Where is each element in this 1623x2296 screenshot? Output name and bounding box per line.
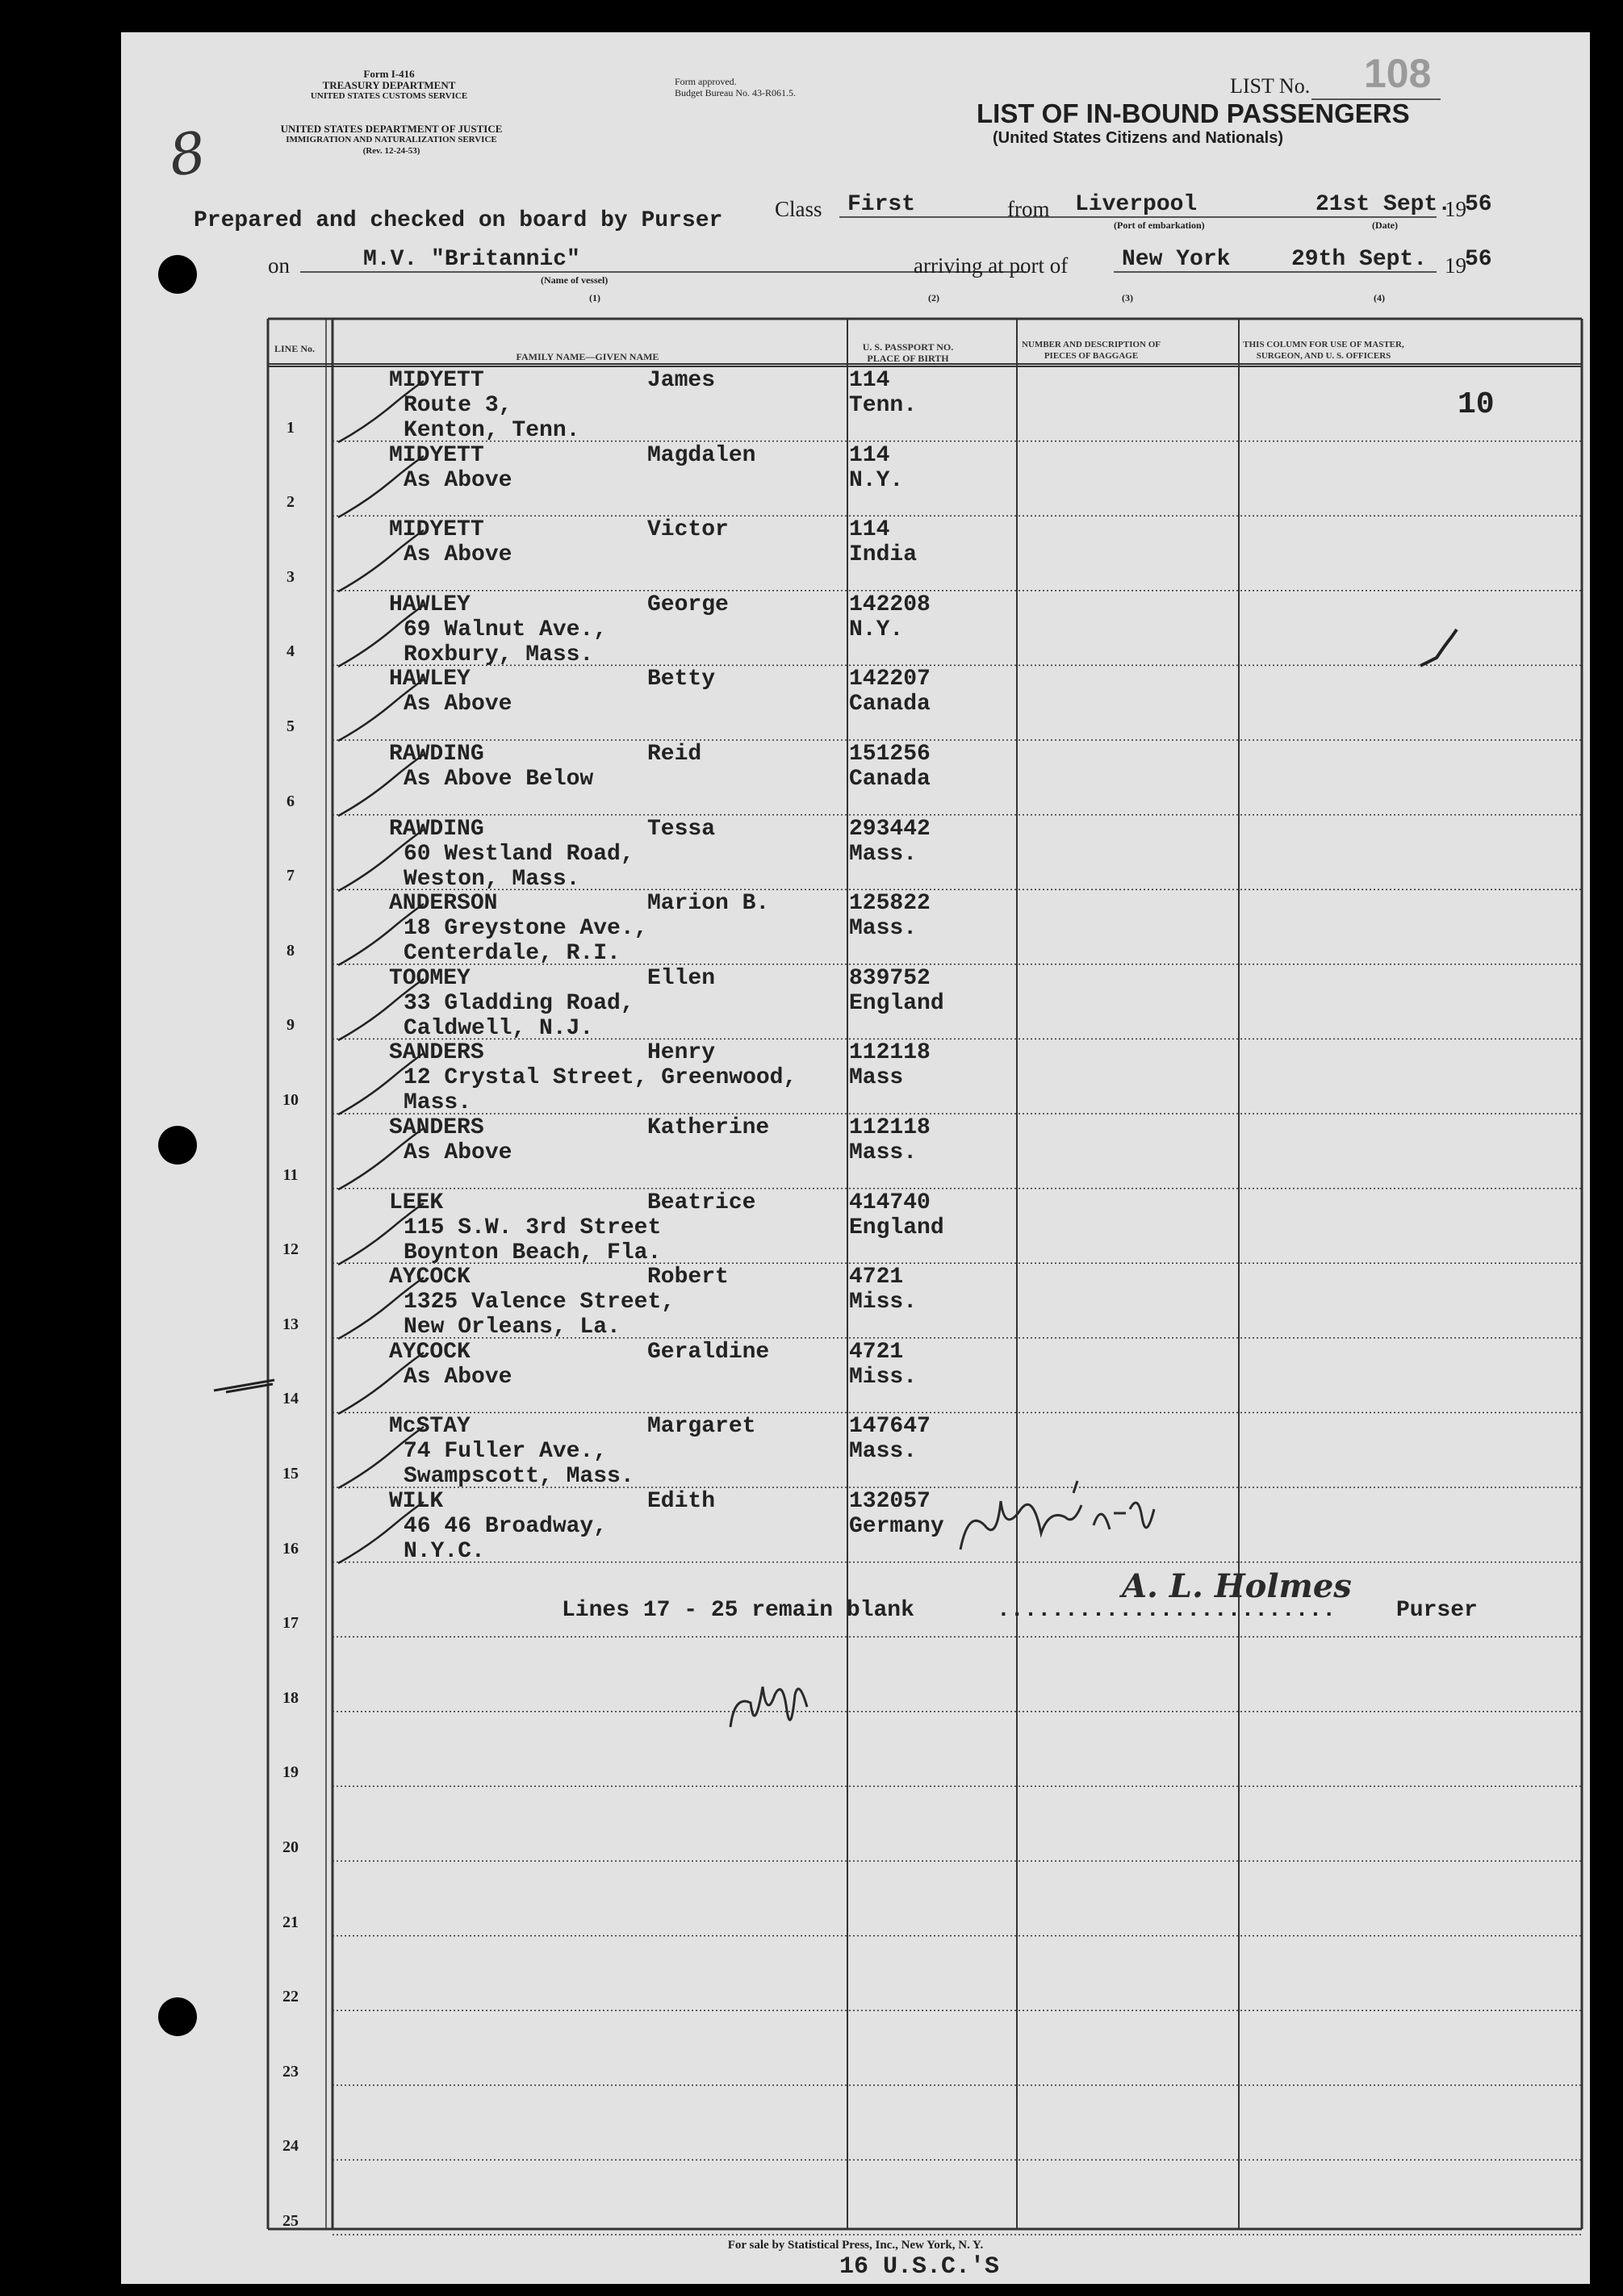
passport-number: 4721 [849,1339,904,1365]
address-line-1: As Above [404,542,512,568]
col-header-officers: THIS COLUMN FOR USE OF MASTER, SURGEON, AND U. S. OFFICERS [1243,340,1404,361]
address-line-1: As Above Below [404,767,594,792]
year-prefix-arrival: 19 [1445,253,1466,278]
place-of-birth: Mass. [849,916,918,942]
year-arrival: 56 [1465,247,1492,272]
passport-number: 112118 [849,1115,931,1140]
address-line-1: 46 46 Broadway, [404,1514,608,1539]
handwritten-initials [718,1662,815,1751]
place-of-birth: N.Y. [849,617,904,642]
place-of-birth: India [849,542,918,568]
address-line-2: N.Y.C. [404,1539,485,1564]
given-name: Reid [647,742,702,767]
place-of-birth: N.Y. [849,467,904,493]
from-label: from [1007,197,1050,221]
line-number: 8 [287,941,295,960]
address-line-2: New Orleans, La. [404,1315,621,1340]
address-line-1: 69 Walnut Ave., [404,617,608,642]
col-ref-2: (2) [928,292,939,303]
col-ref-3: (3) [1122,292,1133,303]
punch-hole-top [158,255,197,294]
list-number-label: LIST No. [1230,74,1311,98]
given-name: Ellen [647,965,716,991]
given-name: Victor [647,517,729,543]
vessel-name: M.V. "Britannic" [363,247,580,272]
line-number: 17 [282,1614,299,1633]
publisher-footer: For sale by Statistical Press, Inc., New York, N. Y. [727,2239,984,2252]
passenger-list-sheet [121,32,1590,2284]
line-number: 22 [282,1988,299,2006]
line-number: 18 [282,1688,299,1707]
line-number: 3 [287,567,295,586]
col-header-baggage: NUMBER AND DESCRIPTION OF PIECES OF BAGGAGE [1021,340,1161,361]
family-name: SANDERS [389,1040,484,1066]
passport-number: 414740 [849,1190,931,1215]
address-line-1: As Above [404,1364,512,1390]
passport-number: 112118 [849,1040,931,1066]
class-value: First [847,192,916,217]
address-line-2: Kenton, Tenn. [404,418,580,443]
family-name: McSTAY [389,1414,471,1440]
passport-number: 114 [849,517,890,543]
family-name: RAWDING [389,742,484,767]
line-number: 9 [287,1016,295,1035]
line-number: 11 [282,1165,299,1184]
handwritten-initials-stamp [952,1477,1219,1574]
col-header-line-no: LINE No. [274,343,316,354]
line-number: 2 [287,493,295,512]
line-number: 13 [282,1315,299,1333]
col-header-passport: U. S. PASSPORT NO. PLACE OF BIRTH [862,341,954,364]
address-line-1: 33 Gladding Road, [404,990,634,1016]
family-name: LEEK [389,1190,444,1215]
line-number: 4 [287,642,295,661]
address-line-2: Centerdale, R.I. [404,941,621,967]
line-number: 1 [287,418,295,437]
line-number: 25 [282,2212,299,2230]
arrival-date: 29th Sept. [1291,247,1428,272]
handwritten-margin-mark: 8 [165,119,211,190]
line-number: 15 [282,1465,299,1483]
address-line-1: Route 3, [404,393,512,418]
list-number-value: 108 [1364,51,1432,96]
passport-number: 125822 [849,891,931,917]
treasury-department: TREASURY DEPARTMENT [322,79,456,91]
given-name: Magdalen [647,442,756,468]
given-name: James [647,368,716,393]
year-departure: 56 [1465,192,1492,217]
family-name: RAWDING [389,816,484,842]
family-name: AYCOCK [389,1265,471,1290]
family-name: ANDERSON [389,891,498,917]
col-header-name: FAMILY NAME—GIVEN NAME [516,351,659,362]
punch-hole-middle [158,1126,197,1165]
family-name: MIDYETT [389,442,484,468]
address-line-2: Weston, Mass. [404,866,580,892]
address-line-1: As Above [404,467,512,493]
passport-number: 142208 [849,592,931,617]
address-line-1: 60 Westland Road, [404,841,634,867]
line-number: 23 [282,2062,299,2081]
purser-signature: A. L. Holmes [1122,1567,1352,1605]
port-caption: (Port of embarkation) [1114,220,1205,231]
year-prefix-departure: 19 [1445,197,1466,221]
line-number: 21 [282,1913,299,1931]
given-name: Marion B. [647,891,770,917]
place-of-birth: England [849,1215,944,1240]
address-line-2: Swampscott, Mass. [404,1464,634,1490]
margin-arrow-mark [210,1368,282,1400]
line-number: 7 [287,867,295,885]
arrival-port: New York [1122,247,1231,272]
address-line-1: 115 S.W. 3rd Street [404,1215,662,1240]
passport-number: 147647 [849,1414,931,1440]
passport-number: 114 [849,442,890,468]
given-name: Edith [647,1489,716,1514]
address-line-2: Caldwell, N.J. [404,1015,594,1041]
line-number: 20 [282,1838,299,1856]
vessel-caption: (Name of vessel) [541,274,609,286]
line-number: 6 [287,792,295,810]
passport-number: 132057 [849,1489,931,1514]
given-name: Tessa [647,816,716,842]
arriving-label: arriving at port of [914,253,1069,278]
address-line-2: Roxbury, Mass. [404,642,594,667]
blank-lines-note: Lines 17 - 25 remain blank [562,1598,914,1623]
date-caption: (Date) [1372,220,1398,231]
family-name: WILK [389,1489,444,1514]
customs-service: UNITED STATES CUSTOMS SERVICE [310,91,468,101]
line-number: 16 [282,1539,299,1558]
col-ref-4: (4) [1374,292,1385,303]
revision-date: (Rev. 12-24-53) [362,146,420,156]
place-of-birth: Miss. [849,1364,918,1390]
given-name: Robert [647,1265,729,1290]
place-of-birth: England [849,990,944,1016]
family-name: TOOMEY [389,965,471,991]
family-name: MIDYETT [389,368,484,393]
prepared-by-purser: Prepared and checked on board by Purser [194,208,723,233]
line-number: 10 [282,1091,299,1109]
passport-number: 839752 [849,965,931,991]
address-line-1: As Above [404,692,512,717]
check-mark [335,1499,432,1579]
given-name: Beatrice [647,1190,756,1215]
given-name: Geraldine [647,1339,770,1365]
immigration-service: IMMIGRATION AND NATURALIZATION SERVICE [286,135,497,144]
given-name: Margaret [647,1414,756,1440]
address-line-1: 18 Greystone Ave., [404,916,648,942]
officer-count: 10 [1458,387,1495,422]
given-name: Henry [647,1040,716,1066]
passport-number: 114 [849,368,890,393]
line-number: 14 [282,1390,299,1408]
departure-date: 21st Sept. [1316,192,1452,217]
given-name: George [647,592,729,617]
col-ref-1: (1) [589,292,600,303]
budget-bureau-number: Budget Bureau No. 43-R061.5. [675,87,796,98]
passport-number: 293442 [849,816,931,842]
given-name: Katherine [647,1115,770,1140]
line-number: 19 [282,1763,299,1782]
list-subtitle: (United States Citizens and Nationals) [992,129,1284,147]
purser-label: Purser [1396,1598,1478,1623]
family-name: SANDERS [389,1115,484,1140]
port-of-embarkation: Liverpool [1075,192,1198,217]
line-number: 5 [287,717,295,735]
passport-number: 151256 [849,742,931,767]
place-of-birth: Germany [849,1514,944,1539]
family-name: AYCOCK [389,1339,471,1365]
list-title: LIST OF IN-BOUND PASSENGERS [977,98,1410,128]
family-name: HAWLEY [389,667,471,692]
family-name: HAWLEY [389,592,471,617]
place-of-birth: Canada [849,692,931,717]
place-of-birth: Mass [849,1065,904,1091]
address-line-1: 12 Crystal Street, Greenwood, [404,1065,797,1091]
line-number: 12 [282,1240,299,1259]
address-line-1: As Above [404,1140,512,1165]
class-label: Class [775,197,822,221]
form-approved: Form approved. [675,76,737,87]
line-number: 24 [282,2137,299,2156]
footer-stamp: 16 U.S.C.'S [839,2253,1000,2281]
address-line-2: Boynton Beach, Fla. [404,1240,662,1265]
passport-number: 4721 [849,1265,904,1290]
address-line-1: 1325 Valence Street, [404,1290,676,1315]
family-name: MIDYETT [389,517,484,543]
given-name: Betty [647,667,716,692]
place-of-birth: Tenn. [849,393,918,418]
place-of-birth: Mass. [849,841,918,867]
department-of-justice: UNITED STATES DEPARTMENT OF JUSTICE [280,123,503,135]
place-of-birth: Canada [849,767,931,792]
place-of-birth: Mass. [849,1140,918,1165]
punch-hole-bottom [158,1997,197,2036]
note-leader-dots: ......................... [997,1598,1336,1623]
address-line-1: 74 Fuller Ave., [404,1439,608,1465]
passport-number: 142207 [849,667,931,692]
on-label: on [268,253,290,278]
place-of-birth: Mass. [849,1439,918,1465]
officer-check-mark [1412,613,1477,678]
address-line-2: Mass. [404,1090,472,1116]
form-number: Form I-416 [363,68,415,80]
place-of-birth: Miss. [849,1290,918,1315]
